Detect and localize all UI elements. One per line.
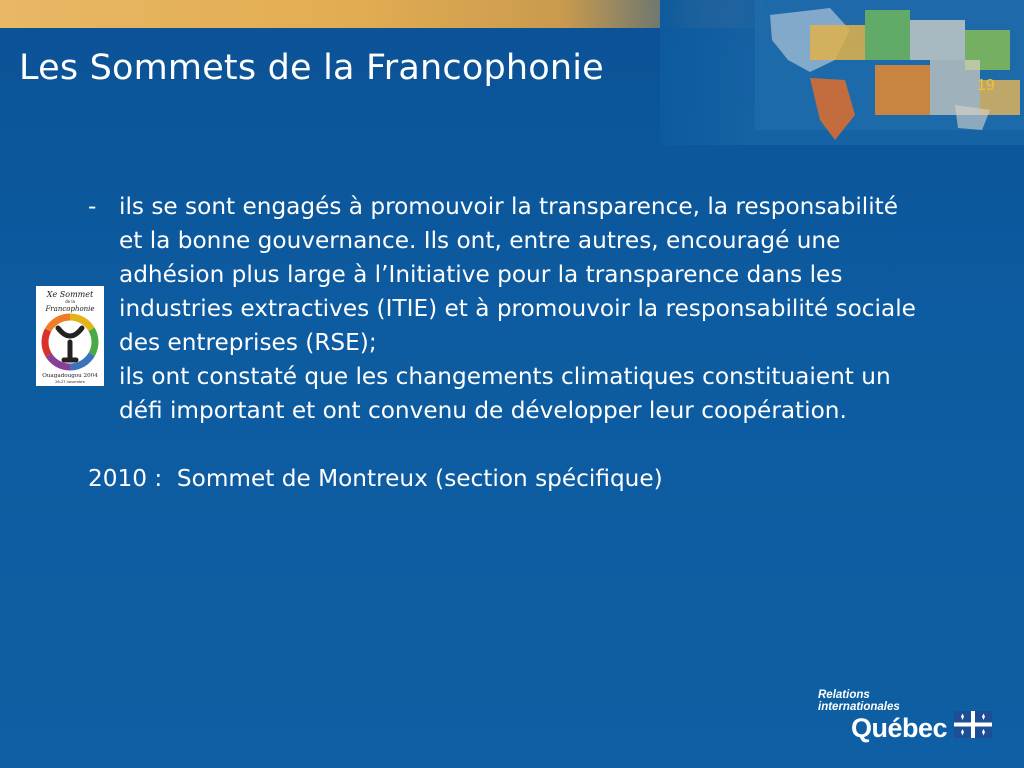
logo-quebec-wordmark: Québec xyxy=(851,713,948,743)
bullet-item-2 xyxy=(88,360,928,428)
summit-2010-line: 2010 : Sommet de Montreux (section spécifique) xyxy=(88,465,663,492)
bullet-marker: - xyxy=(88,193,97,220)
bullet-item-1 xyxy=(88,190,928,360)
slide-body xyxy=(88,190,928,496)
logo-dates: 26-27 novembre xyxy=(55,380,85,384)
slide-title: Les Sommets de la Francophonie xyxy=(19,48,604,88)
quebec-relations-internationales-logo xyxy=(818,689,998,749)
bullet-text: ils se sont engagés à promouvoir la transparence, la responsabilité et la bonne gouvernance. Ils ont, entre autres, encouragé une adhésion plus large à l’Initiative pour la transparence dans les industries extractives (ITIE) et à promouvoir la responsabilité sociale des entreprises (RSE); xyxy=(119,193,916,356)
world-map-banner xyxy=(660,0,1024,145)
bullet-marker: - xyxy=(88,363,97,390)
logo-line2: de la xyxy=(65,299,75,304)
slide-number: 19 xyxy=(977,77,995,94)
logo-internationales-text: internationales xyxy=(818,701,900,713)
quebec-flag-icon xyxy=(954,711,992,738)
paragraph-gap xyxy=(88,428,928,462)
logo-line3: Francophonie xyxy=(45,305,95,313)
logo-place: Ouagadougou 2004 xyxy=(42,373,98,379)
bullet-text: ils ont constaté que les changements climatiques constituaient un défi important et ont convenu de développer leur coopération. xyxy=(119,363,891,424)
logo-line1: Xe Sommet xyxy=(46,290,94,299)
logo-relations-text: Relations xyxy=(818,689,870,701)
